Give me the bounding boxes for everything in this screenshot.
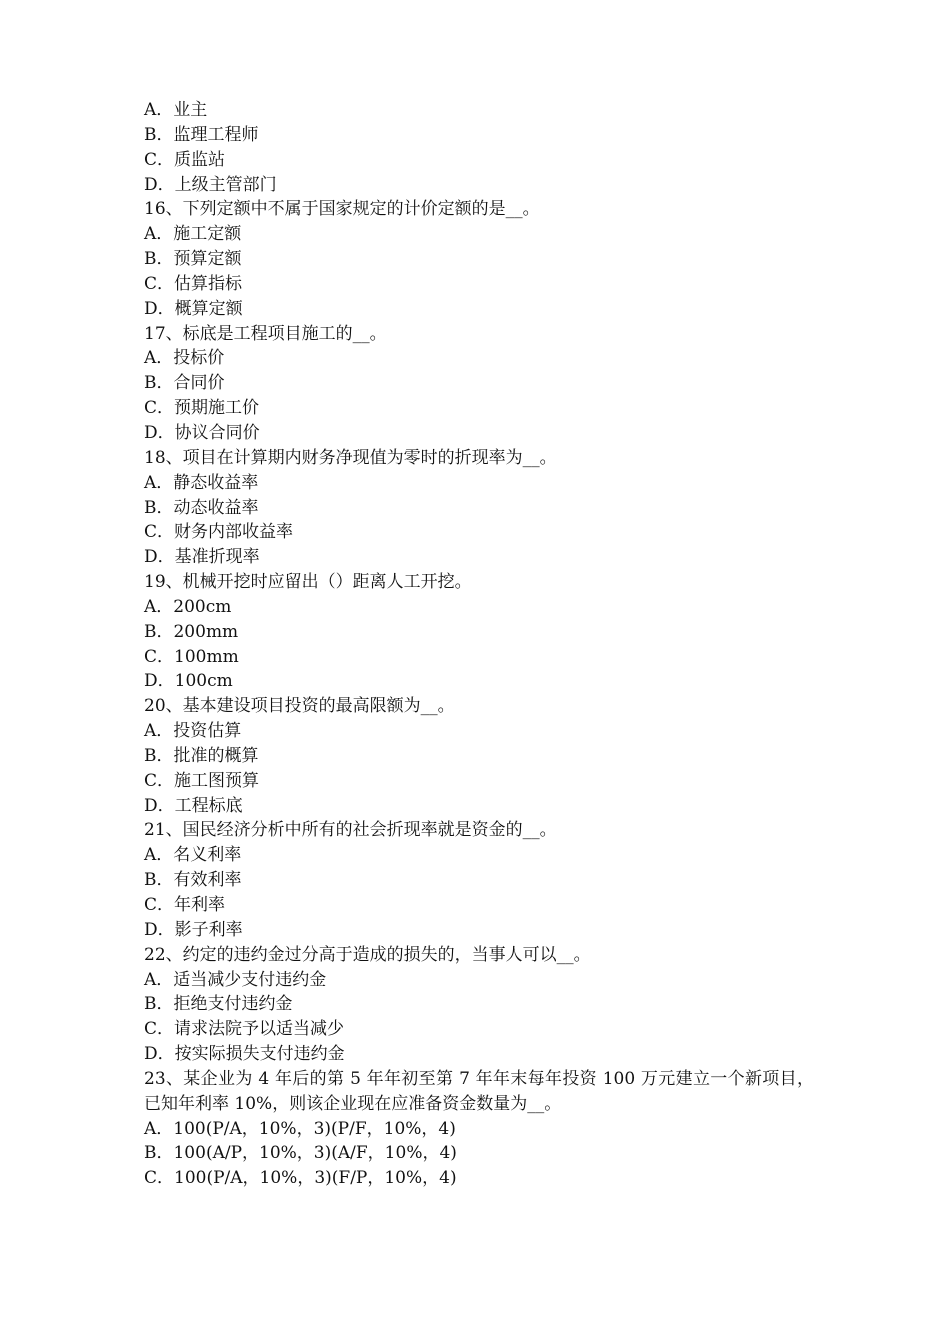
option-text: B．100(A/P，10%，3)(A/F，10%，4) bbox=[144, 1143, 457, 1164]
option-text: D．上级主管部门 bbox=[144, 174, 277, 195]
option-text: D．影子利率 bbox=[144, 919, 243, 940]
option-text: C．预期施工价 bbox=[144, 398, 260, 419]
question-18: 18、项目在计算期内财务净现值为零时的折现率为__。 bbox=[144, 447, 557, 468]
question-16: 16、下列定额中不属于国家规定的计价定额的是__。 bbox=[144, 199, 540, 220]
option-text: D．基准折现率 bbox=[144, 547, 260, 568]
option-text: A．名义利率 bbox=[144, 845, 242, 866]
option-text: C．年利率 bbox=[144, 895, 226, 915]
question-17: 17、标底是工程项目施工的__。 bbox=[144, 323, 387, 344]
option-text: A．投资估算 bbox=[144, 721, 242, 742]
option-text: A．投标价 bbox=[144, 348, 225, 369]
question-20: 20、基本建设项目投资的最高限额为__。 bbox=[144, 696, 455, 717]
option-text: D．工程标底 bbox=[144, 795, 243, 816]
option-text: B．拒绝支付违约金 bbox=[144, 994, 293, 1015]
option-text: C．质监站 bbox=[144, 149, 226, 170]
document-page bbox=[144, 98, 814, 1191]
option-text: D．概算定额 bbox=[144, 298, 243, 319]
question-21: 21、国民经济分析中所有的社会折现率就是资金的__。 bbox=[144, 820, 557, 841]
option-text: A．适当减少支付违约金 bbox=[144, 969, 327, 990]
option-text: A．业主 bbox=[144, 100, 208, 120]
option-text: C．施工图预算 bbox=[144, 770, 260, 791]
option-text: B．合同价 bbox=[144, 373, 225, 394]
option-text: D．按实际损失支付违约金 bbox=[144, 1044, 345, 1065]
option-text: D．100cm bbox=[144, 671, 233, 692]
option-text: C．估算指标 bbox=[144, 273, 243, 294]
option-text: B．预算定额 bbox=[144, 249, 242, 270]
option-text: A．施工定额 bbox=[144, 224, 242, 245]
option-text: D．协议合同价 bbox=[144, 422, 260, 443]
option-text: C．财务内部收益率 bbox=[144, 522, 294, 543]
option-text: B．有效利率 bbox=[144, 870, 242, 891]
option-text: A．200cm bbox=[144, 596, 232, 617]
option-text: C．请求法院予以适当减少 bbox=[144, 1019, 345, 1040]
option-text: C．100mm bbox=[144, 646, 239, 667]
option-text: B．批准的概算 bbox=[144, 745, 259, 766]
option-text: A．100(P/A，10%，3)(P/F，10%，4) bbox=[144, 1118, 456, 1139]
option-text: A．静态收益率 bbox=[144, 472, 259, 493]
option-text: C．100(P/A，10%，3)(F/P，10%，4) bbox=[144, 1168, 457, 1189]
option-text: B．200mm bbox=[144, 621, 239, 642]
option-text: B．动态收益率 bbox=[144, 497, 259, 518]
question-19: 19、机械开挖时应留出（）距离人工开挖。 bbox=[144, 572, 472, 593]
question-23: 23、某企业为 4 年后的第 5 年年初至第 7 年年末每年投资 100 万元建立一个新项目，已知年利率 10%，则该企业现在应准备资金数量为__。 bbox=[144, 1068, 814, 1114]
question-22: 22、约定的违约金过分高于造成的损失的，当事人可以__。 bbox=[144, 944, 591, 965]
option-text: B．监理工程师 bbox=[144, 124, 259, 145]
